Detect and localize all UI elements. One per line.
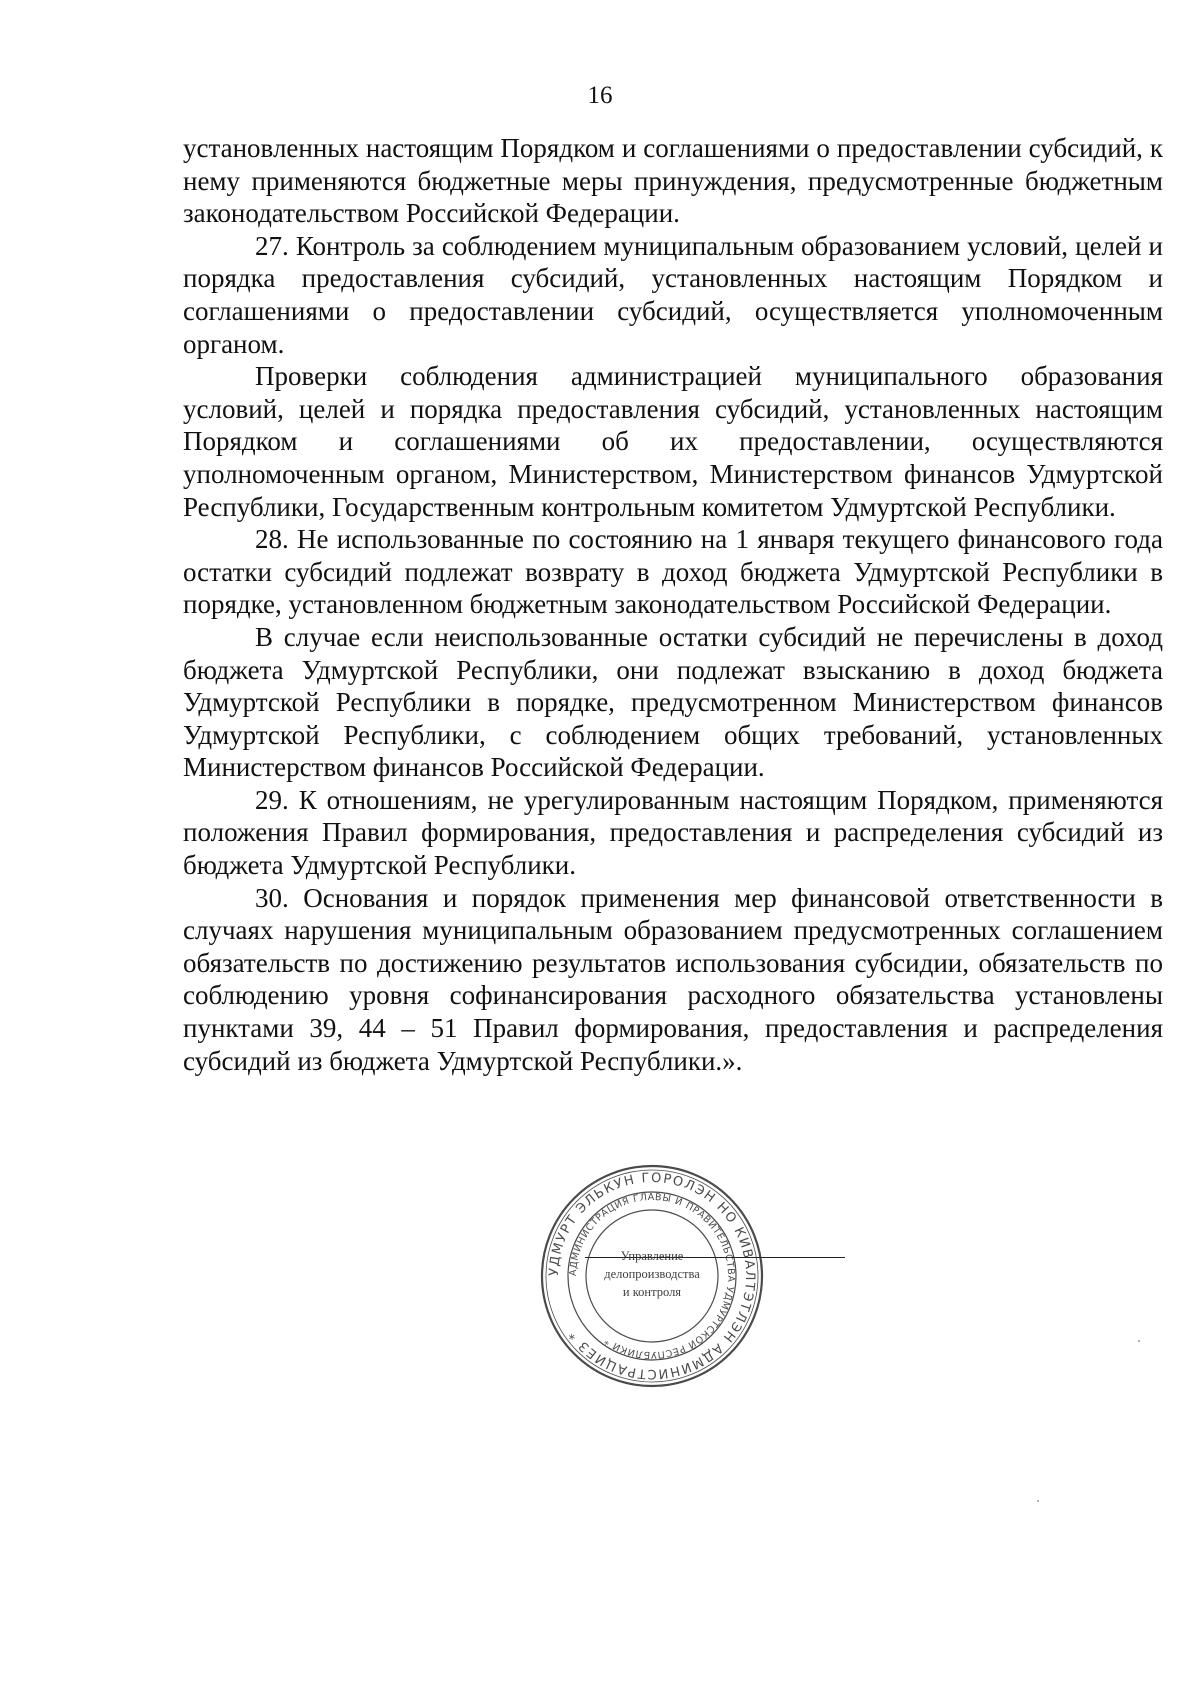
- stamp-outer-ring-text: УДМУРТ ЭЛЬКУН ГОРОЛЭН НО КИВАЛТЭТЛЭН АДМИНИСТРАЦИЕЗ *: [546, 1170, 758, 1382]
- document-body: [183, 132, 1163, 1077]
- stamp-center-line-3: и контроля: [622, 1285, 682, 1299]
- paragraph-unused-balances: В случае если неиспользованные остатки субсидий не перечислены в доход бюджета Удмуртской Республики, они подлежат взысканию в доход бюджета Удмуртской Республики в порядке, предусмотренном Министерством финансов Удмуртской Республики, с соблюдением общих требований, установленных Министерством финансов Российской Федерации.: [183, 621, 1163, 783]
- paragraph-item-28: 28. Не использованные по состоянию на 1 января текущего финансового года остатки субсидий подлежат возврату в доход бюджета Удмуртской Республики в порядке, установленном бюджетным законодательством Российской Федерации.: [183, 524, 1163, 620]
- scan-speck: [1138, 1340, 1140, 1342]
- scan-speck: [1037, 1500, 1039, 1502]
- stamp-inner-ring-text: АДМИНИСТРАЦИЯ ГЛАВЫ И ПРАВИТЕЛЬСТВА УДМУРТСКОЙ РЕСПУБЛИКИ *: [567, 1191, 737, 1361]
- paragraph-continuation: установленных настоящим Порядком и соглашениями о предоставлении субсидий, к нему применяются бюджетные меры принуждения, предусмотренные бюджетным законодательством Российской Федерации.: [183, 133, 1163, 229]
- paragraph-item-29: 29. К отношениям, не урегулированным настоящим Порядком, применяются положения Правил формирования, предоставления и распределения субсидий из бюджета Удмуртской Республики.: [183, 784, 1163, 881]
- stamp-center-line-2: делопроизводства: [604, 1267, 700, 1281]
- paragraph-item-30: 30. Основания и порядок применения мер финансовой ответственности в случаях нарушения муниципальным образованием предусмотренных соглашением обязательств по достижению результатов использования субсидии, обязательств по соблюдению уровня софинансирования расходного обязательства установлены пунктами 39, 44 – 51 Правил формирования, предоставления и распределения субсидий из бюджета Удмуртской Республики.».: [183, 882, 1163, 1076]
- paragraph-inspections: Проверки соблюдения администрацией муниципального образования условий, целей и порядка предоставления субсидий, установленных настоящим Порядком и соглашениями об их предоставлении, осуществляются уполномоченным органом, Министерством, Министерством финансов Удмуртской Республики, Государственным контрольным комитетом Удмуртской Республики.: [183, 361, 1163, 522]
- paragraph-item-27: 27. Контроль за соблюдением муниципальным образованием условий, целей и порядка предоставления субсидий, установленных настоящим Порядком и соглашениями о предоставлении субсидий, осуществляется уполномоченным органом.: [183, 230, 1163, 359]
- page-number: 16: [587, 82, 613, 109]
- official-seal-stamp: [538, 1162, 766, 1390]
- stamp-center-line-1: Управление: [620, 1249, 684, 1263]
